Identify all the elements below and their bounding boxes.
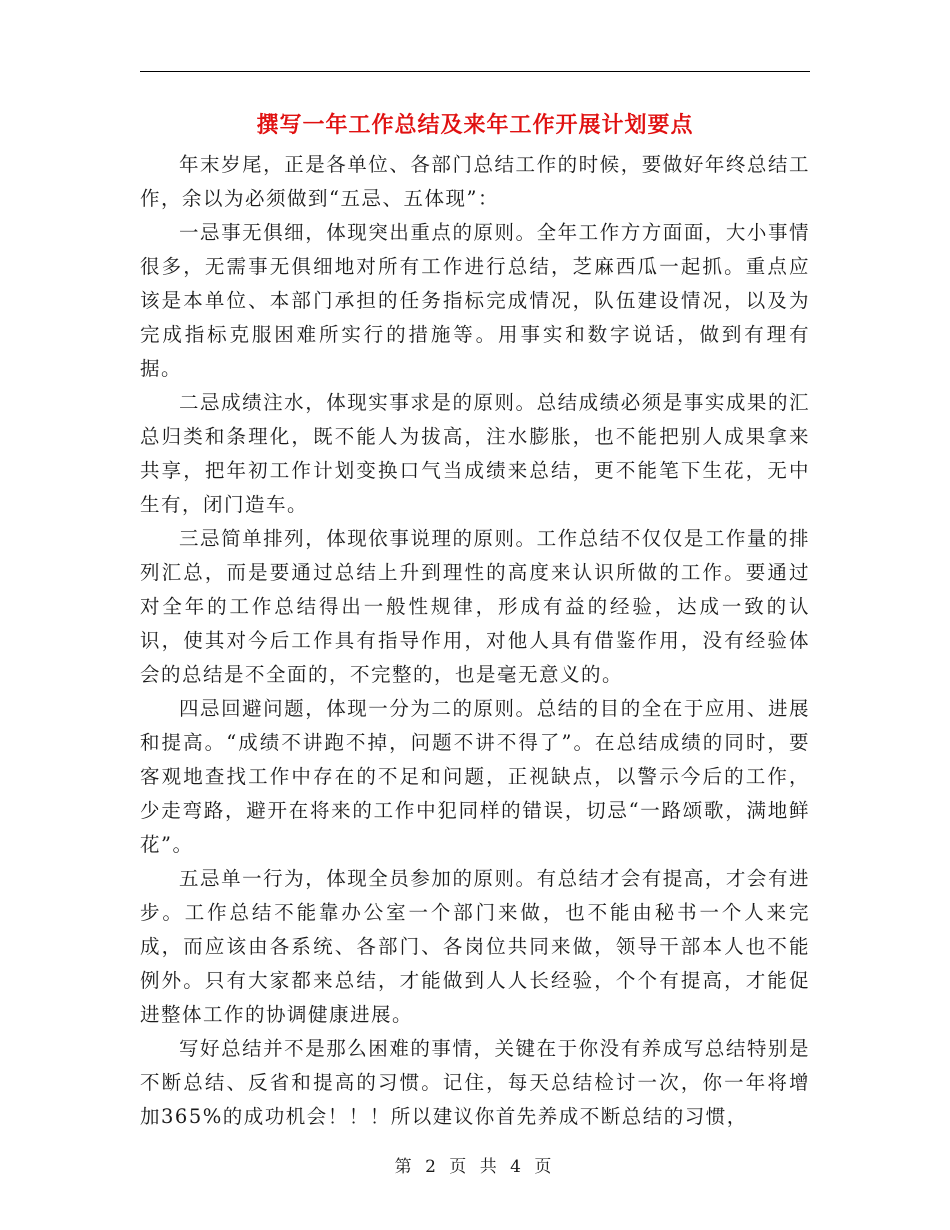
paragraph-taboo-4: 四忌回避问题，体现一分为二的原则。总结的目的全在于应用、进展和提高。“成绩不讲跑不掉，问题不讲不得了”。在总结成绩的同时，要客观地查找工作中存在的不足和问题，正视缺点，以警示今后的工作，少走弯路，避开在将来的工作中犯同样的错误，切忌“一路颂歌，满地鲜花”。 bbox=[140, 697, 810, 856]
paragraph-taboo-1: 一忌事无俱细，体现突出重点的原则。全年工作方方面面，大小事情很多，无需事无俱细地对所有工作进行总结，芝麻西瓜一起抓。重点应该是本单位、本部门承担的任务指标完成情况，队伍建设情况，以及为完成指标克服困难所实行的措施等。用事实和数字说话，做到有理有据。 bbox=[140, 221, 810, 380]
page-number: 第 2 页 共 4 页 bbox=[394, 1157, 556, 1177]
paragraph-conclusion: 写好总结并不是那么困难的事情，关键在于你没有养成写总结特别是不断总结、反省和提高的习惯。记住，每天总结检讨一次，你一年将增加365%的成功机会！！！所以建议你首先养成不断总结的习惯， bbox=[140, 1037, 810, 1128]
paragraph-taboo-2: 二忌成绩注水，体现实事求是的原则。总结成绩必须是事实成果的汇总归类和条理化，既不能人为拔高，注水膨胀，也不能把别人成果拿来共享，把年初工作计划变换口气当成绩来总结，更不能笔下生花，无中生有，闭门造车。 bbox=[140, 391, 810, 516]
header-rule bbox=[140, 71, 810, 72]
paragraph-intro: 年末岁尾，正是各单位、各部门总结工作的时候，要做好年终总结工作，余以为必须做到“五忌、五体现”： bbox=[140, 153, 810, 210]
paragraph-taboo-5: 五忌单一行为，体现全员参加的原则。有总结才会有提高，才会有进步。工作总结不能靠办公室一个部门来做，也不能由秘书一个人来完成，而应该由各系统、各部门、各岗位共同来做，领导干部本人也不能例外。只有大家都来总结，才能做到人人长经验，个个有提高，才能促进整体工作的协调健康进展。 bbox=[140, 867, 810, 1026]
document-body bbox=[140, 148, 810, 1134]
document-title: 撰写一年工作总结及来年工作开展计划要点 bbox=[256, 113, 694, 138]
paragraph-taboo-3: 三忌简单排列，体现依事说理的原则。工作总结不仅仅是工作量的排列汇总，而是要通过总结上升到理性的高度来认识所做的工作。要通过对全年的工作总结得出一般性规律，形成有益的经验，达成一致的认识，使其对今后工作具有指导作用，对他人具有借鉴作用，没有经验体会的总结是不全面的，不完整的，也是毫无意义的。 bbox=[140, 527, 810, 686]
